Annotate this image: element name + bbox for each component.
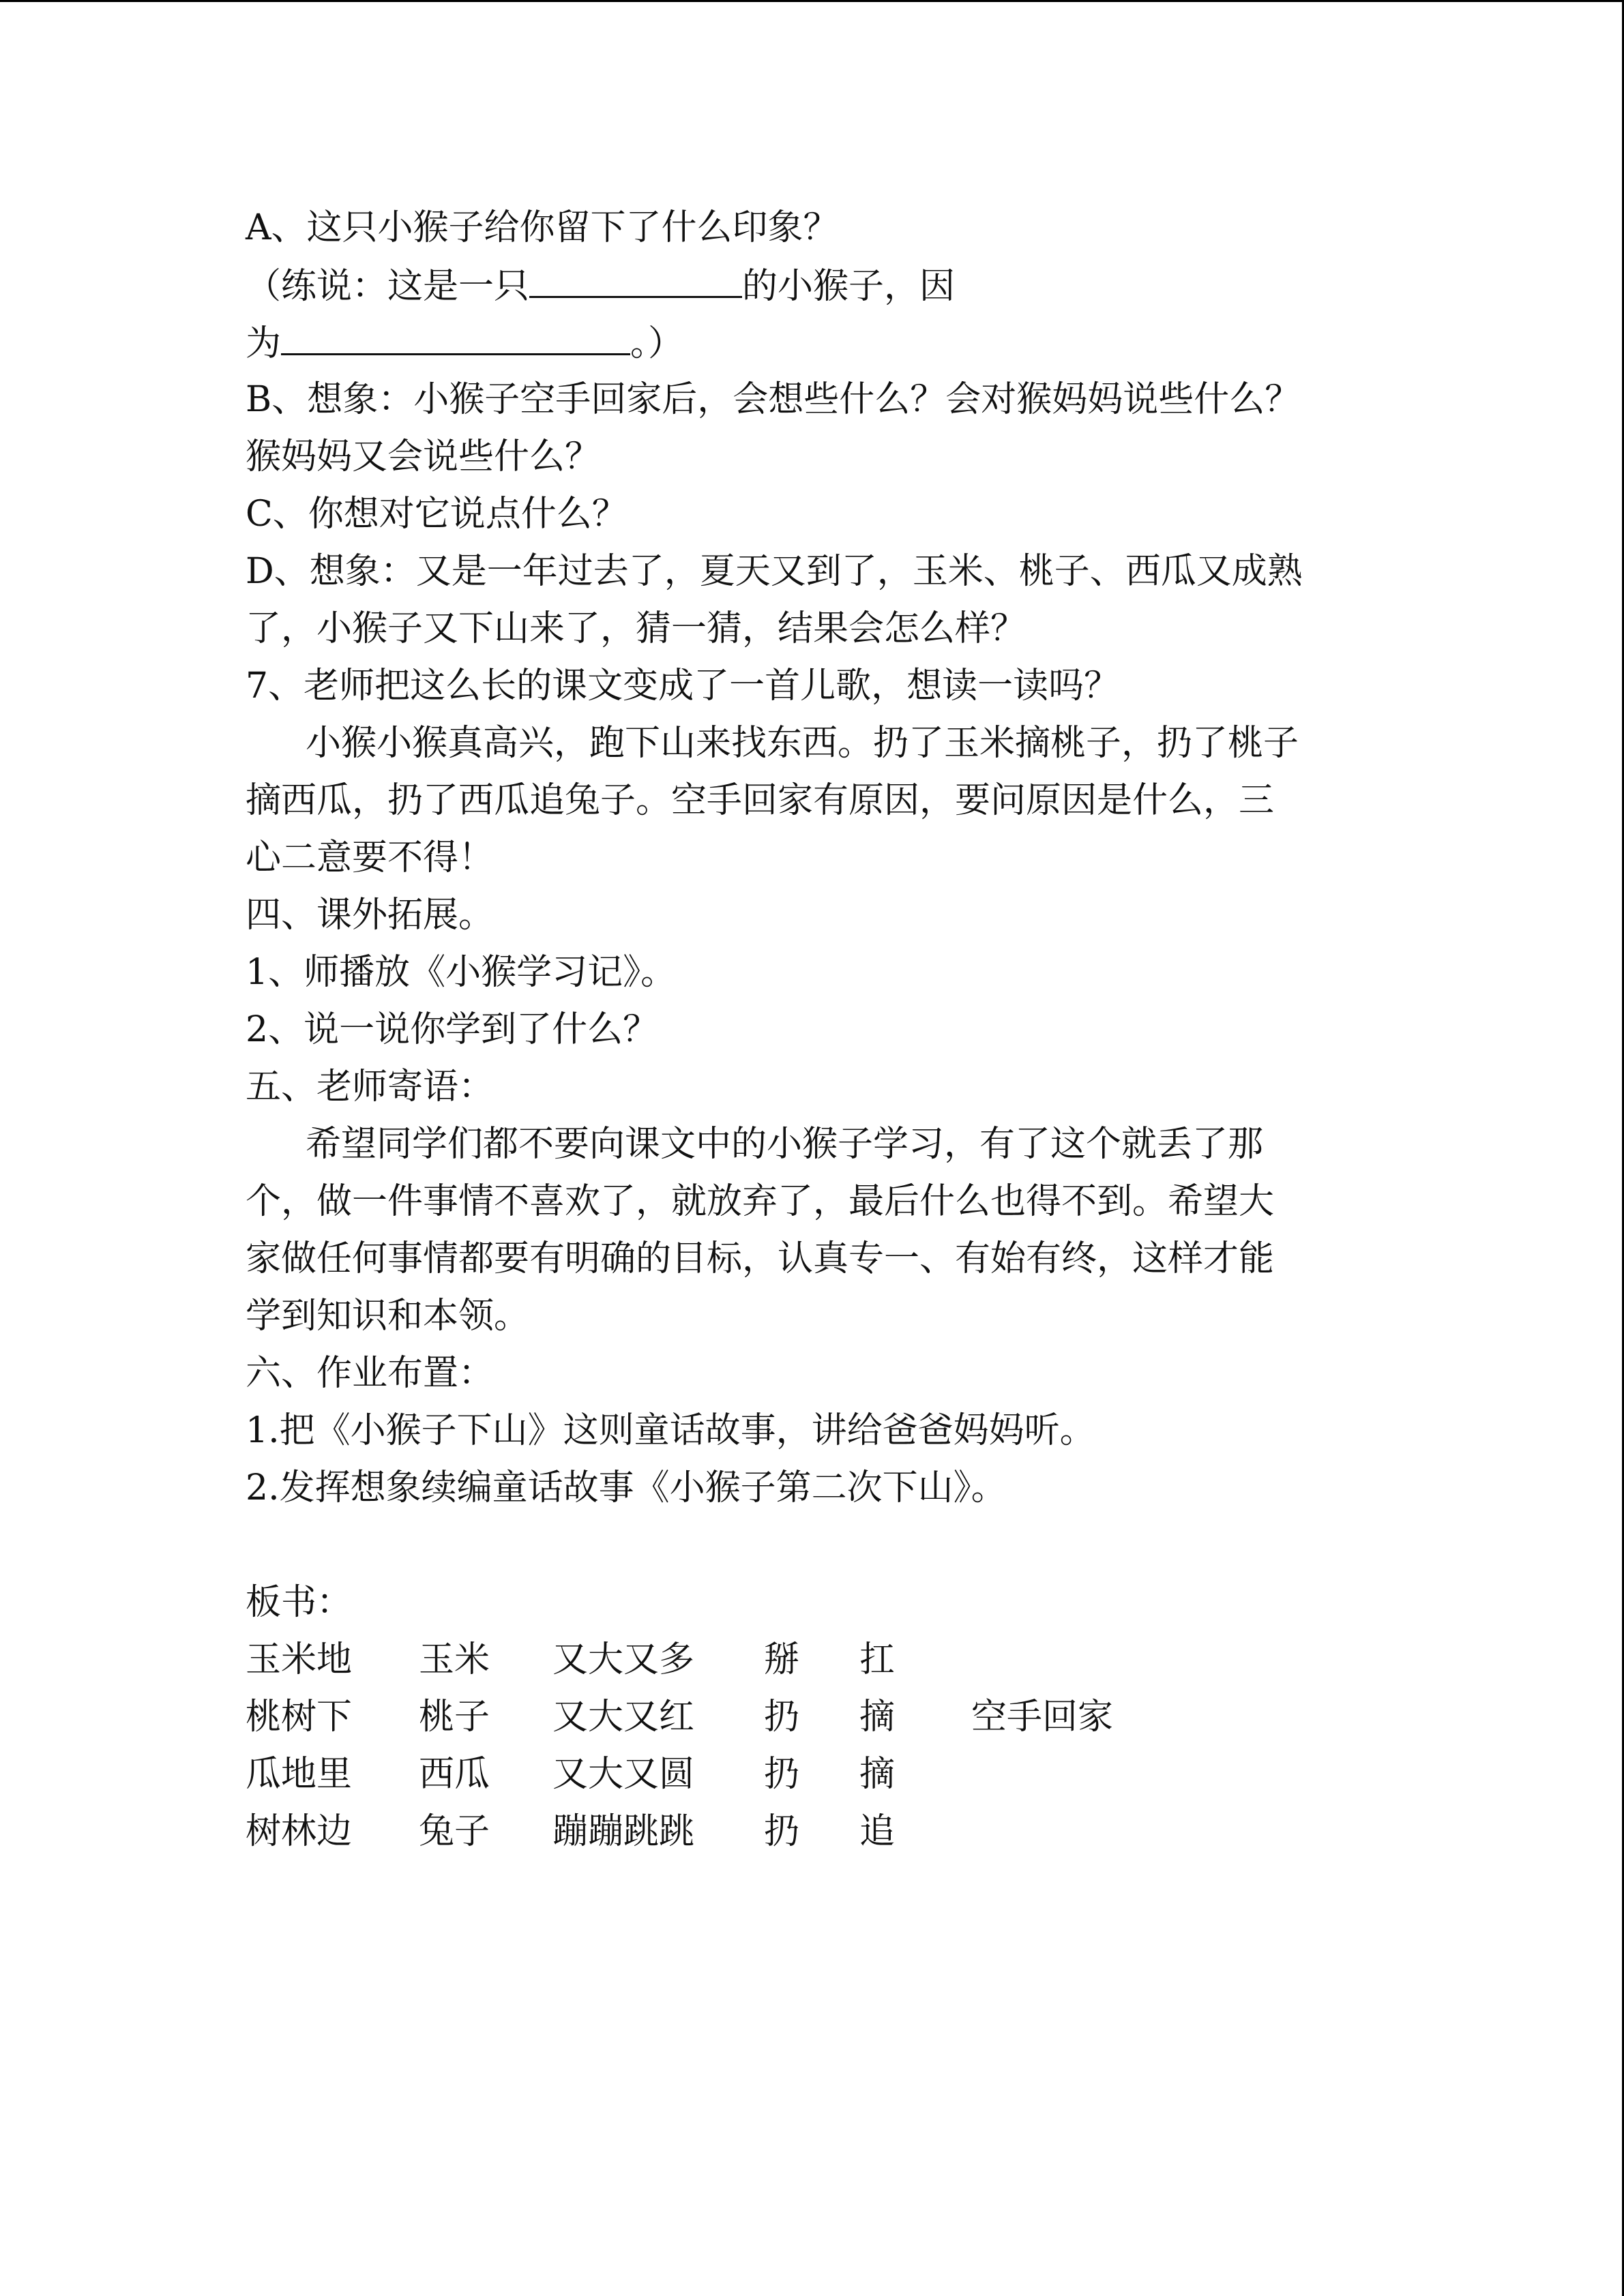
board-description: 蹦蹦跳跳 (552, 1811, 695, 1852)
section-6-heading: 六、作业布置： (246, 1353, 494, 1394)
fill-practice-line-1 (246, 256, 1378, 314)
board-action-2: 摘 (859, 1754, 896, 1795)
board-row (246, 1746, 1378, 1803)
section-4-item-1: 1、师播放《小猴学习记》。 (246, 952, 677, 993)
fill-blank-2 (281, 314, 630, 355)
board-action-1: 掰 (764, 1639, 800, 1680)
board-action-1: 扔 (764, 1811, 800, 1852)
board-action-1: 扔 (764, 1697, 800, 1738)
board-row (246, 1803, 1378, 1860)
board-place: 玉米地 (246, 1639, 353, 1680)
board-item: 桃子 (419, 1697, 490, 1738)
question-c: C、你想对它说点什么？ (246, 494, 628, 535)
question-d-line-2: 了，小猴子又下山来了，猜一猜，结果会怎么样？ (246, 608, 1027, 649)
question-b-line-2: 猴妈妈又会说些什么？ (246, 436, 601, 477)
board-item: 西瓜 (419, 1754, 490, 1795)
blank-line-gap (246, 1517, 1378, 1574)
question-a: A、这只小猴子给你留下了什么印象？ (246, 207, 839, 248)
section-4-heading: 四、课外拓展。 (246, 895, 494, 936)
board-item: 兔子 (419, 1811, 490, 1852)
board-action-2: 扛 (859, 1639, 896, 1680)
children-song-line-3: 心二意要不得！ (246, 837, 494, 878)
board-action-1: 扔 (764, 1754, 800, 1795)
board-description: 又大又圆 (552, 1754, 695, 1795)
homework-item-1: 1.把《小猴子下山》这则童话故事，讲给爸爸妈妈听。 (246, 1410, 1095, 1451)
teacher-message-line-2: 个，做一件事情不喜欢了，就放弃了，最后什么也得不到。希望大 (246, 1181, 1275, 1222)
fill-blank-1 (529, 256, 742, 298)
board-description: 又大又红 (552, 1697, 695, 1738)
board-result: 空手回家 (971, 1697, 1114, 1738)
board-row (246, 1631, 1378, 1688)
board-row (246, 1688, 1378, 1746)
homework-item-2: 2.发挥想象续编童话故事《小猴子第二次下山》。 (246, 1467, 1007, 1508)
fill-practice-text-start: （练说：这是一只 (246, 266, 530, 307)
document-body (246, 199, 1378, 1860)
board-title: 板书： (246, 1582, 353, 1623)
fill-practice-text-start-2: 为 (246, 323, 282, 364)
board-place: 瓜地里 (246, 1754, 353, 1795)
fill-practice-text-end-2: 。） (630, 323, 684, 364)
teacher-message-line-4: 学到知识和本领。 (246, 1296, 530, 1337)
board-place: 桃树下 (246, 1697, 353, 1738)
children-song-line-1: 小猴小猴真高兴，跑下山来找东西。扔了玉米摘桃子，扔了桃子 (306, 723, 1299, 764)
board-action-2: 追 (859, 1811, 896, 1852)
item-7: 7、老师把这么长的课文变成了一首儿歌，想读一读吗？ (246, 666, 1120, 706)
question-d-line-1: D、想象：又是一年过去了，夏天又到了，玉米、桃子、西瓜又成熟 (246, 551, 1303, 592)
children-song-line-2: 摘西瓜，扔了西瓜追兔子。空手回家有原因，要问原因是什么，三 (246, 780, 1275, 821)
question-b-line-1: B、想象：小猴子空手回家后，会想些什么？会对猴妈妈说些什么？ (246, 379, 1301, 420)
board-table (246, 1631, 1378, 1860)
board-action-2: 摘 (859, 1697, 896, 1738)
page-border-top (0, 0, 1624, 2)
board-item: 玉米 (419, 1639, 490, 1680)
teacher-message-line-3: 家做任何事情都要有明确的目标，认真专一、有始有终，这样才能 (246, 1238, 1275, 1279)
fill-practice-line-2 (246, 314, 1378, 371)
board-place: 树林边 (246, 1811, 353, 1852)
section-4-item-2: 2、说一说你学到了什么？ (246, 1009, 659, 1050)
fill-practice-text-end: 的小猴子，因 (742, 266, 956, 307)
teacher-message-line-1: 希望同学们都不要向课文中的小猴子学习，有了这个就丢了那 (306, 1124, 1264, 1165)
section-5-heading: 五、老师寄语： (246, 1067, 494, 1107)
board-description: 又大又多 (552, 1639, 695, 1680)
